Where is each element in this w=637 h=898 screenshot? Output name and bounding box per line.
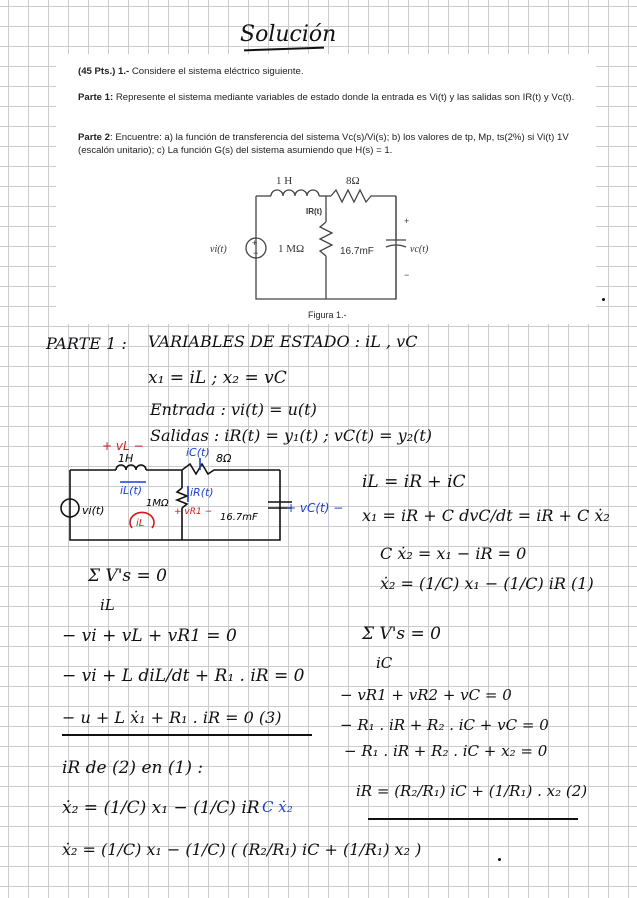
- sketch-vR1: + vR1 −: [174, 507, 213, 517]
- output-minus: −: [404, 270, 410, 280]
- capacitor-label: 16.7mF: [340, 246, 374, 257]
- kvl-loop-right: iC: [376, 654, 393, 672]
- cancel-note: C ẋ₂: [262, 798, 293, 816]
- current-label: IR(t): [306, 207, 322, 216]
- part2-text: [78, 132, 578, 158]
- sub-eq1: ẋ₂ = (1/C) x₁ − (1/C) iR: [62, 798, 260, 818]
- kcl-eq2: x₁ = iR + C dvC/dt = iR + C ẋ₂: [362, 506, 610, 525]
- figure-caption: Figura 1.-: [308, 310, 347, 320]
- kcl-eq1: iL = iR + iC: [362, 472, 466, 492]
- sketch-ic: iC(t): [186, 446, 210, 459]
- sub-eq2: ẋ₂ = (1/C) x₁ − (1/C) ( (R₂/R₁) iC + (1/R₁) x₂ ): [62, 840, 422, 859]
- part1-text: [78, 92, 578, 105]
- x-definitions: x₁ = iL ; x₂ = vC: [148, 368, 287, 388]
- kcl-eq3: C ẋ₂ = x₁ − iR = 0: [380, 544, 527, 563]
- sketch-vL: + vL −: [102, 440, 144, 453]
- stray-dot: [498, 858, 501, 861]
- right-eq4: iR = (R₂/R₁) iC + (1/R₁) . x₂ (2): [356, 782, 588, 800]
- kvl-eq3: − u + L ẋ₁ + R₁ . iR = 0 (3): [62, 708, 282, 727]
- heading-bold: (45 Pts.) 1.-: [78, 66, 130, 77]
- source-plus: +: [252, 238, 258, 248]
- problem-heading: [78, 66, 578, 79]
- output-definition: Salidas : iR(t) = y₁(t) ; vC(t) = y₂(t): [150, 426, 433, 445]
- state-eq1: ẋ₂ = (1/C) x₁ − (1/C) iR (1): [380, 574, 594, 593]
- sketch-C: 16.7mF: [220, 512, 258, 523]
- part2-rest: : Encuentre: a) la función de transferencia del sistema Vc(s)/Vi(s); b) los valores de tp, Mp, ts(2%) si Vi(t) 1V (escalón unitario); c) La función G(s) del sistema asumiendo que H(s) = 1.: [78, 132, 569, 156]
- kvl-sum-right: Σ V's = 0: [362, 624, 441, 644]
- sketch-R2: 8Ω: [216, 452, 232, 465]
- sketch-vC: + vC(t) −: [286, 501, 344, 515]
- part1-rest: Represente el sistema mediante variables de estado donde la entrada es Vi(t) y las salidas son IR(t) y Vc(t).: [113, 92, 575, 103]
- output-plus: +: [404, 216, 410, 226]
- source-minus: −: [253, 248, 259, 258]
- part2-bold: Parte 2: [78, 132, 110, 143]
- inductor-label: 1 H: [276, 175, 293, 187]
- parte1-label: PARTE 1 :: [46, 334, 127, 353]
- kvl-underline: [62, 734, 312, 736]
- sketch-L: 1H: [118, 452, 134, 465]
- input-definition: Entrada : vi(t) = u(t): [150, 400, 317, 419]
- heading-rest: Considere el sistema eléctrico siguiente.: [129, 66, 304, 77]
- stray-dot: [602, 298, 605, 301]
- circuit-diagram: [196, 174, 456, 304]
- printed-problem: [56, 54, 596, 324]
- hand-circuit-sketch: [50, 440, 350, 550]
- source-label: vi(t): [210, 244, 227, 255]
- sketch-iR: iR(t): [190, 486, 214, 499]
- state-variables: VARIABLES DE ESTADO : iL , vC: [148, 332, 418, 351]
- kvl-eq2: − vi + L diL/dt + R₁ . iR = 0: [62, 666, 305, 686]
- right-underline: [368, 818, 578, 820]
- output-label: vc(t): [410, 244, 429, 255]
- kvl-loop-left: iL: [100, 596, 115, 614]
- resistor-mid-label: 1 MΩ: [278, 243, 305, 255]
- right-eq2: − R₁ . iR + R₂ . iC + vC = 0: [340, 716, 549, 734]
- sketch-iL: iL(t): [120, 484, 143, 497]
- sketch-R1: 1MΩ: [146, 498, 169, 509]
- page-title: Solución: [240, 22, 337, 47]
- right-eq1: − vR1 + vR2 + vC = 0: [340, 686, 512, 704]
- kvl-sum-left: Σ V's = 0: [88, 566, 167, 586]
- kvl-eq1: − vi + vL + vR1 = 0: [62, 626, 237, 646]
- substitution-note: iR de (2) en (1) :: [62, 758, 204, 778]
- sketch-vi: vi(t): [82, 504, 105, 517]
- resistor-top-label: 8Ω: [346, 175, 360, 187]
- sketch-loop-iL: iL: [136, 518, 145, 529]
- part1-bold: Parte 1:: [78, 92, 114, 103]
- right-eq3: − R₁ . iR + R₂ . iC + x₂ = 0: [344, 742, 548, 760]
